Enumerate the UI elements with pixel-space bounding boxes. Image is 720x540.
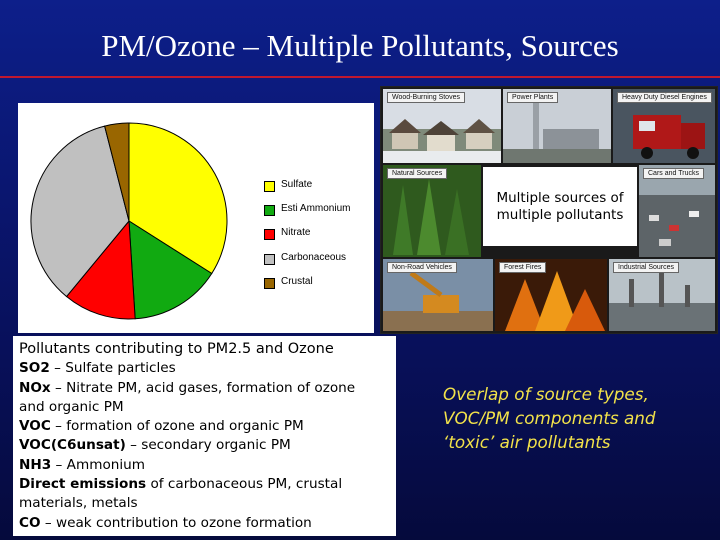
pollutant-desc: – Sulfate particles — [49, 360, 176, 377]
center-caption: Multiple sources of multiple pollutants — [496, 190, 624, 223]
photo-label-wood-burning-stoves: Wood-Burning Stoves — [387, 92, 465, 103]
photo-label-natural-sources: Natural Sources — [387, 168, 447, 179]
pollutant-item-co — [19, 514, 390, 533]
photo-label-heavy-duty-diesel: Heavy Duty Diesel Engines — [617, 92, 712, 103]
pollutant-desc: – Ammonium — [51, 456, 146, 473]
legend-label-crustal: Crustal — [281, 276, 313, 287]
photo-label-industrial-sources: Industrial Sources — [613, 262, 679, 273]
slide-title: PM/Ozone – Multiple Pollutants, Sources — [101, 28, 619, 63]
legend-label-carbonaceous: Carbonaceous — [281, 252, 347, 263]
title-divider — [0, 76, 720, 78]
photo-natural-sources — [383, 165, 481, 257]
pie-chart — [18, 103, 374, 333]
pie-chart-panel — [18, 103, 374, 333]
pollutant-term: SO2 — [19, 360, 50, 377]
legend-label-sulfate: Sulfate — [281, 179, 313, 190]
pollutants-textbox — [13, 336, 396, 536]
pollutant-item-voc — [19, 417, 390, 436]
pollutant-item-direct-emissions — [19, 475, 374, 514]
pollutants-heading: Pollutants contributing to PM2.5 and Ozone — [19, 341, 334, 357]
photo-heavy-duty-diesel — [613, 89, 715, 163]
center-caption-box — [483, 167, 637, 246]
pollutant-desc: – formation of ozone and organic PM — [50, 418, 304, 435]
source-photo-collage — [380, 86, 718, 334]
pollutant-term: NOx — [19, 379, 51, 396]
legend-swatch-sulfate — [264, 181, 275, 192]
pollutant-desc: – secondary organic PM — [125, 437, 291, 454]
pollutant-item-so2 — [19, 359, 390, 378]
pollutant-term: VOC(C6unsat) — [19, 437, 126, 454]
photo-label-cars-and-trucks: Cars and Trucks — [643, 168, 704, 179]
pollutant-desc: of carbonaceous PM, crustal materials, metals — [19, 476, 343, 512]
photo-wood-burning-stoves — [383, 89, 501, 163]
legend-swatch-crustal — [264, 278, 275, 289]
pollutant-item-nox — [19, 379, 364, 418]
photo-forest-fires — [495, 259, 607, 331]
legend-label-nitrate: Nitrate — [281, 227, 311, 238]
pollutant-term: VOC — [19, 418, 51, 435]
pollutant-item-nh3 — [19, 456, 390, 475]
photo-industrial-sources — [609, 259, 715, 331]
overlap-note: Overlap of source types, VOC/PM components and ‘toxic’ air pollutants — [443, 384, 656, 452]
pollutant-term: CO — [19, 514, 41, 531]
legend-label-ammonium: Esti Ammonium — [281, 203, 351, 214]
pollutant-term: Direct emissions — [19, 476, 147, 493]
legend-swatch-carbonaceous — [264, 254, 275, 265]
pollutant-desc: – Nitrate PM, acid gases, formation of ozone and organic PM — [19, 379, 356, 415]
photo-label-forest-fires: Forest Fires — [499, 262, 546, 273]
pollutant-item-voc-c6unsat — [19, 436, 390, 455]
legend-swatch-ammonium — [264, 205, 275, 216]
legend-swatch-nitrate — [264, 229, 275, 240]
photo-power-plants — [503, 89, 611, 163]
pollutant-term: NH3 — [19, 456, 52, 473]
photo-label-power-plants: Power Plants — [507, 92, 558, 103]
photo-cars-and-trucks — [639, 165, 715, 257]
photo-non-road-vehicles — [383, 259, 493, 331]
pollutant-desc: – weak contribution to ozone formation — [40, 514, 312, 531]
photo-label-non-road-vehicles: Non-Road Vehicles — [387, 262, 457, 273]
